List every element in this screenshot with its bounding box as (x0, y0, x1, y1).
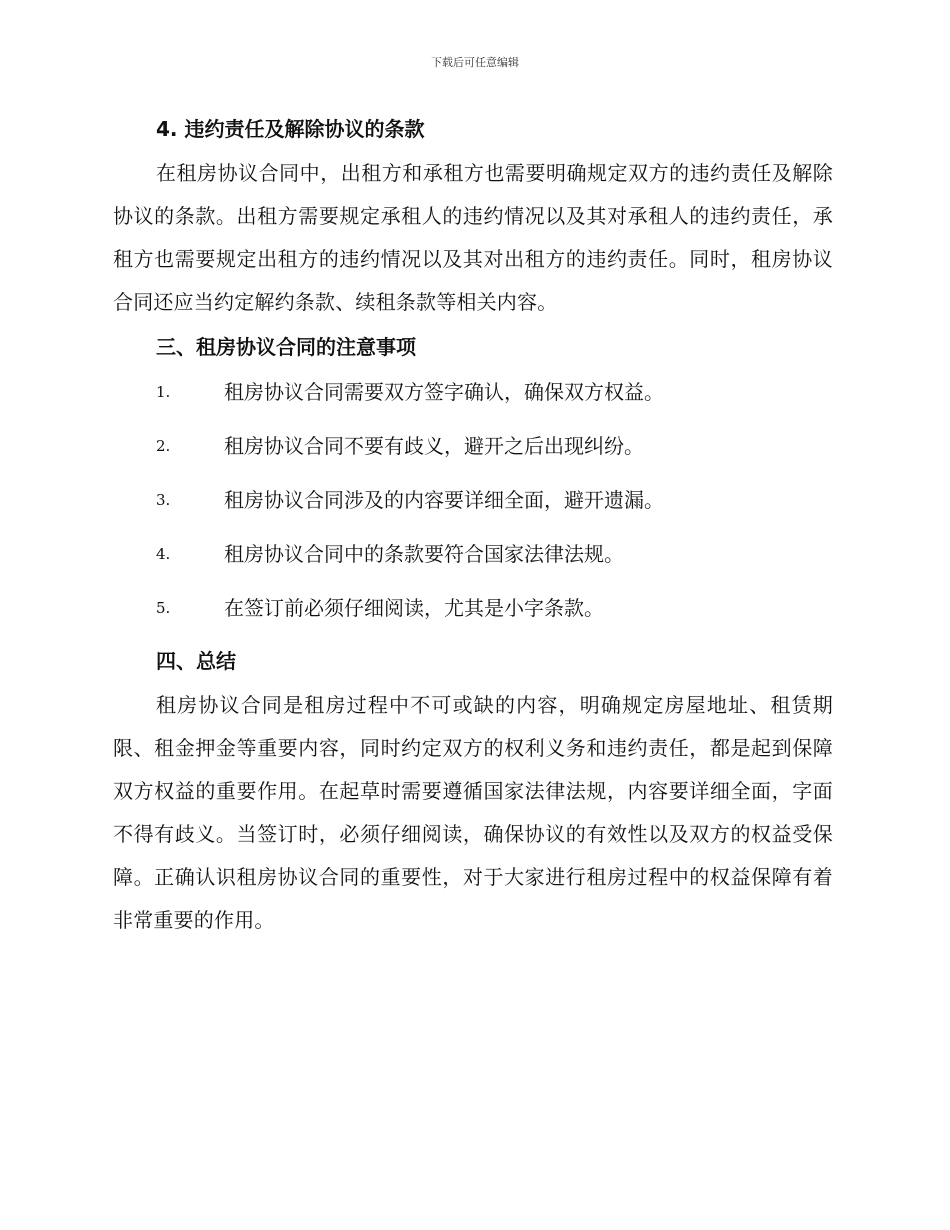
list-item-number: 4. (156, 545, 171, 563)
list-item-text: 租房协议合同需要双方签字确认，确保双方权益。 (224, 380, 664, 404)
list-item (113, 532, 833, 576)
list-item-text: 在签订前必须仔细阅读，尤其是小字条款。 (224, 596, 604, 620)
list-item (113, 370, 833, 414)
section-4-heading: 4. 违约责任及解除协议的条款 (156, 117, 425, 141)
notes-list (113, 370, 833, 630)
section-4-paragraph: 在租房协议合同中，出租方和承租方也需要明确规定双方的违约责任及解除协议的条款。出租方需要规定承租人的违约情况以及其对承租人的违约责任，承租方也需要规定出租方的违约情况以及其对出租方的违约责任。同时，租房协议合同还应当约定解约条款、续租条款等相关内容。 (113, 161, 833, 314)
summary-heading: 四、总结 (156, 649, 236, 673)
list-item (113, 586, 833, 630)
list-item-text: 租房协议合同中的条款要符合国家法律法规。 (224, 542, 624, 566)
list-item (113, 478, 833, 522)
list-item-number: 2. (156, 437, 171, 455)
list-item (113, 424, 833, 468)
list-item-text: 租房协议合同涉及的内容要详细全面，避开遗漏。 (224, 488, 664, 512)
list-item-number: 5. (156, 599, 171, 617)
summary-paragraph: 租房协议合同是租房过程中不可或缺的内容，明确规定房屋地址、租赁期限、租金押金等重要内容，同时约定双方的权利义务和违约责任，都是起到保障双方权益的重要作用。在起草时需要遵循国家法律法规，内容要详细全面，字面不得有歧义。当签订时，必须仔细阅读，确保协议的有效性以及双方的权益受保障。正确认识租房协议合同的重要性，对于大家进行租房过程中的权益保障有着非常重要的作用。 (113, 693, 833, 932)
page-header: 下载后可任意编辑 (431, 56, 519, 69)
section-3-heading: 三、租房协议合同的注意事项 (156, 335, 416, 359)
list-item-number: 3. (156, 491, 171, 509)
list-item-text: 租房协议合同不要有歧义，避开之后出现纠纷。 (224, 434, 644, 458)
list-item-number: 1. (156, 383, 171, 401)
document-body (113, 108, 833, 944)
